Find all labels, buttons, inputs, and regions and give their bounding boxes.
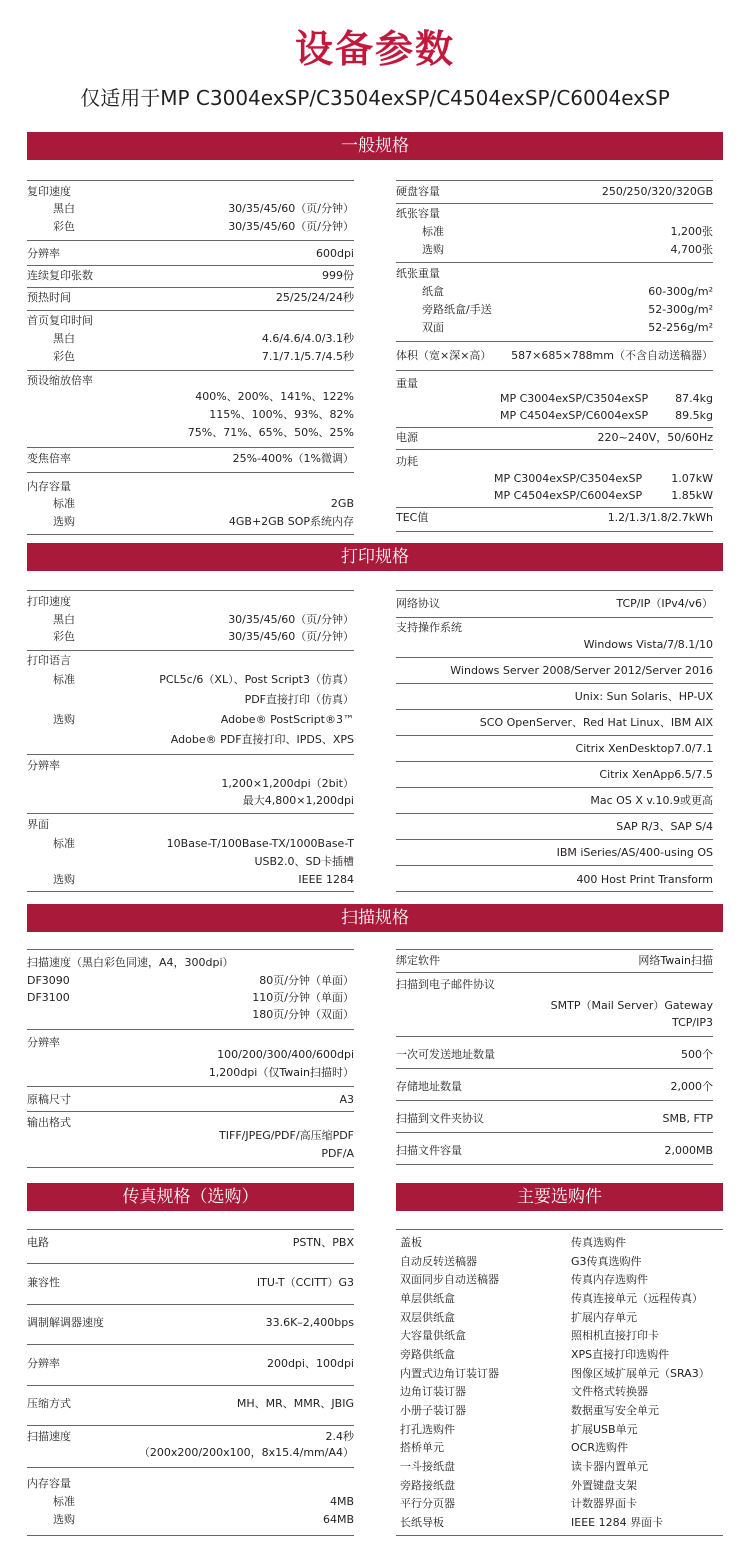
print-left-column xyxy=(27,586,354,892)
spec-value: 4,700张 xyxy=(670,243,713,256)
spec-value: 2,000MB xyxy=(664,1144,713,1157)
spec-value: 4.6/4.6/4.0/3.1秒 xyxy=(261,332,354,345)
spec-value: 7.1/7.1/5.7/4.5秒 xyxy=(261,350,354,363)
os-item: Windows Vista/7/8.1/10 xyxy=(583,638,713,651)
spec-value: TIFF/JPEG/PDF/高压缩PDF xyxy=(219,1129,354,1142)
os-item: Windows Server 2008/Server 2012/Server 2016 xyxy=(450,664,713,677)
option-item: 双面同步自动送稿器 xyxy=(400,1273,499,1286)
os-item: Citrix XenApp6.5/7.5 xyxy=(599,768,713,781)
spec-value: USB2.0、SD卡插槽 xyxy=(254,855,354,868)
spec-value: 1,200张 xyxy=(670,225,713,238)
spec-sublabel: 选购 xyxy=(53,873,75,886)
spec-value: 999份 xyxy=(322,269,354,282)
spec-value: Adobe® PostScript®3™ xyxy=(220,713,354,726)
spec-sublabel: 标准 xyxy=(53,673,75,686)
spec-sublabel: 标准 xyxy=(53,1495,75,1508)
option-item: 扩展内存单元 xyxy=(571,1311,637,1324)
spec-value: IEEE 1284 xyxy=(298,873,354,886)
spec-label: 电路 xyxy=(27,1236,49,1249)
spec-value: 87.4kg xyxy=(675,392,713,405)
option-item: 照相机直接打印卡 xyxy=(571,1329,659,1342)
section-header-scan: 扫描规格 xyxy=(27,904,723,932)
spec-label: 扫描到文件夹协议 xyxy=(396,1112,484,1125)
spec-value: 25%-400%（1%微调） xyxy=(232,452,354,465)
spec-value: 2GB xyxy=(330,497,354,510)
spec-value: 100/200/300/400/600dpi xyxy=(217,1048,354,1061)
option-item: 平行分页器 xyxy=(400,1497,455,1510)
spec-value: 2.4秒 xyxy=(325,1430,354,1443)
option-item: 搭桥单元 xyxy=(400,1441,444,1454)
option-item: 外置键盘支架 xyxy=(571,1479,637,1492)
option-item: 数据重写安全单元 xyxy=(571,1404,659,1417)
section-header-options: 主要选购件 xyxy=(396,1183,723,1211)
spec-value: 最大4,800×1,200dpi xyxy=(242,794,354,807)
page-title: 设备参数 xyxy=(294,27,455,71)
option-item: 旁路接纸盘 xyxy=(400,1479,455,1492)
spec-sublabel: 纸盒 xyxy=(422,285,444,298)
spec-label: 支持操作系统 xyxy=(396,621,462,634)
spec-label: 扫描到电子邮件协议 xyxy=(396,978,495,991)
spec-value: Adobe® PDF直接打印、IPDS、XPS xyxy=(170,733,354,746)
option-item: 文件格式转换器 xyxy=(571,1385,648,1398)
spec-value: PDF直接打印（仿真） xyxy=(244,693,354,706)
spec-value: 52-300g/m² xyxy=(648,303,713,316)
general-left-column xyxy=(27,176,354,536)
option-item: 传真内存选购件 xyxy=(571,1273,648,1286)
spec-value: 64MB xyxy=(322,1513,354,1526)
spec-label: 调制解调器速度 xyxy=(27,1316,104,1329)
spec-sublabel: 黑白 xyxy=(53,613,75,626)
spec-value: 1,200dpi（仅Twain扫描时） xyxy=(208,1066,354,1079)
spec-value: 600dpi xyxy=(315,247,354,260)
spec-label: 扫描速度 xyxy=(27,1430,71,1443)
option-item: 传真选购件 xyxy=(571,1236,626,1249)
spec-value: A3 xyxy=(339,1093,354,1106)
spec-value: 110页/分钟（单面） xyxy=(252,991,354,1004)
spec-value: 30/35/45/60（页/分钟） xyxy=(228,630,354,643)
spec-label: 一次可发送地址数量 xyxy=(396,1048,495,1061)
option-item: 自动反转送稿器 xyxy=(400,1255,477,1268)
general-right-column xyxy=(396,176,713,536)
spec-value: 4MB xyxy=(329,1495,354,1508)
section-header-print: 打印规格 xyxy=(27,543,723,571)
option-item: OCR选购件 xyxy=(571,1441,628,1454)
option-item: 内置式边角订装订器 xyxy=(400,1367,499,1380)
option-item: IEEE 1284 界面卡 xyxy=(571,1516,664,1529)
os-item: IBM iSeries/AS/400-using OS xyxy=(556,846,713,859)
spec-value: 80页/分钟（单面） xyxy=(259,974,354,987)
option-item: 扩展USB单元 xyxy=(571,1423,638,1436)
spec-label: 功耗 xyxy=(396,455,418,468)
spec-value: 115%、100%、93%、82% xyxy=(209,408,354,421)
spec-sublabel: 标准 xyxy=(422,225,444,238)
option-item: 打孔选购件 xyxy=(400,1423,455,1436)
option-item: 长纸导板 xyxy=(400,1516,444,1529)
spec-label: 内存容量 xyxy=(27,1477,71,1490)
spec-label: 打印速度 xyxy=(27,595,71,608)
spec-label: 重量 xyxy=(396,377,418,390)
spec-label: 连续复印张数 xyxy=(27,269,93,282)
spec-value: PCL5c/6（XL）、Post Script3（仿真） xyxy=(159,673,354,686)
option-item: 旁路供纸盒 xyxy=(400,1348,455,1361)
spec-value: TCP/IP（IPv4/v6） xyxy=(616,597,713,610)
spec-label: 分辨率 xyxy=(27,759,60,772)
section-header-fax: 传真规格（选购） xyxy=(27,1183,354,1211)
spec-label: 兼容性 xyxy=(27,1276,60,1289)
spec-label: 压缩方式 xyxy=(27,1397,71,1410)
option-item: G3传真选购件 xyxy=(571,1255,642,1268)
option-item: 图像区域扩展单元（SRA3） xyxy=(571,1367,710,1380)
spec-value: 4GB+2GB SOP系统内存 xyxy=(228,515,354,528)
spec-value: 1.85kW xyxy=(671,489,713,502)
model-name: MP C3004exSP/C3504exSP xyxy=(494,472,643,485)
spec-label: 首页复印时间 xyxy=(27,314,93,327)
option-item: 大容量供纸盒 xyxy=(400,1329,466,1342)
spec-label: 网络协议 xyxy=(396,597,440,610)
spec-label: 界面 xyxy=(27,818,49,831)
spec-value: SMB, FTP xyxy=(662,1112,713,1125)
spec-label: 打印语言 xyxy=(27,654,71,667)
spec-label: 复印速度 xyxy=(27,185,71,198)
spec-label: 预热时间 xyxy=(27,291,71,304)
os-item: Unix: Sun Solaris、HP-UX xyxy=(574,690,713,703)
spec-label: 分辨率 xyxy=(27,247,60,260)
spec-sublabel: 选购 xyxy=(53,713,75,726)
spec-value: 10Base-T/100Base-TX/1000Base-T xyxy=(166,837,354,850)
spec-sublabel: 黑白 xyxy=(53,202,75,215)
spec-value: 30/35/45/60（页/分钟） xyxy=(228,220,354,233)
spec-value: 89.5kg xyxy=(675,409,713,422)
option-item: 读卡器内置单元 xyxy=(571,1460,648,1473)
spec-value: MH、MR、MMR、JBIG xyxy=(236,1397,354,1410)
spec-label: 电源 xyxy=(396,431,418,444)
spec-value: （200x200/200x100，8x15.4/mm/A4） xyxy=(138,1446,354,1459)
spec-value: 250/250/320/320GB xyxy=(601,185,713,198)
spec-label: 分辨率 xyxy=(27,1357,60,1370)
model-name: MP C4504exSP/C6004exSP xyxy=(494,489,643,502)
option-item: 边角订装订器 xyxy=(400,1385,466,1398)
spec-value: 1.07kW xyxy=(671,472,713,485)
spec-label: 纸张容量 xyxy=(396,207,440,220)
spec-sublabel: 彩色 xyxy=(53,350,75,363)
spec-value: 60-300g/m² xyxy=(648,285,713,298)
spec-label: 变焦倍率 xyxy=(27,452,71,465)
option-item: 盖板 xyxy=(400,1236,422,1249)
spec-value: 网络Twain扫描 xyxy=(638,954,713,967)
spec-sublabel: 黑白 xyxy=(53,332,75,345)
os-item: Citrix XenDesktop7.0/7.1 xyxy=(575,742,713,755)
spec-label: 输出格式 xyxy=(27,1116,71,1129)
option-item: 双层供纸盒 xyxy=(400,1311,455,1324)
spec-value: 587×685×788mm（不含自动送稿器） xyxy=(511,349,713,362)
scan-right-column xyxy=(396,945,713,1170)
spec-value: 33.6K–2,400bps xyxy=(265,1316,354,1329)
os-item: SAP R/3、SAP S/4 xyxy=(616,820,713,833)
spec-sublabel: DF3090 xyxy=(27,974,70,987)
spec-label: TEC值 xyxy=(396,511,429,524)
option-item: 单层供纸盒 xyxy=(400,1292,455,1305)
spec-value: 52-256g/m² xyxy=(648,321,713,334)
spec-sublabel: DF3100 xyxy=(27,991,70,1004)
option-item: 一斗接纸盘 xyxy=(400,1460,455,1473)
spec-value: 30/35/45/60（页/分钟） xyxy=(228,202,354,215)
spec-value: 75%、71%、65%、50%、25% xyxy=(187,426,354,439)
spec-value: 200dpi、100dpi xyxy=(266,1357,354,1370)
spec-value: 2,000个 xyxy=(670,1080,713,1093)
print-right-column xyxy=(396,586,713,892)
spec-sublabel: 选购 xyxy=(53,1513,75,1526)
options-column xyxy=(396,1225,723,1537)
spec-value: 1.2/1.3/1.8/2.7kWh xyxy=(607,511,713,524)
model-name: MP C4504exSP/C6004exSP xyxy=(500,409,649,422)
scan-left-column xyxy=(27,945,354,1170)
spec-label: 内存容量 xyxy=(27,480,71,493)
spec-value: PSTN、PBX xyxy=(292,1236,354,1249)
option-item: XPS直接打印选购件 xyxy=(571,1348,670,1361)
spec-value: ITU-T（CCITT）G3 xyxy=(256,1276,354,1289)
spec-value: 180页/分钟（双面） xyxy=(252,1008,354,1021)
model-name: MP C3004exSP/C3504exSP xyxy=(500,392,649,405)
spec-sublabel: 旁路纸盒/手送 xyxy=(422,303,492,316)
spec-sublabel: 标准 xyxy=(53,837,75,850)
spec-value: 220~240V，50/60Hz xyxy=(597,431,713,444)
spec-label: 绑定软件 xyxy=(396,954,440,967)
spec-label: 存储地址数量 xyxy=(396,1080,462,1093)
spec-sublabel: 选购 xyxy=(422,243,444,256)
os-item: Mac OS X v.10.9或更高 xyxy=(590,794,713,807)
spec-label: 预设缩放倍率 xyxy=(27,374,93,387)
spec-value: TCP/IP3 xyxy=(672,1016,713,1029)
spec-sublabel: 彩色 xyxy=(53,220,75,233)
spec-value: 500个 xyxy=(681,1048,713,1061)
spec-value: SMTP（Mail Server）Gateway xyxy=(550,999,713,1012)
page-subtitle: 仅适用于MP C3004exSP/C3504exSP/C4504exSP/C6004exSP xyxy=(80,86,670,110)
spec-value: 400%、200%、141%、122% xyxy=(195,390,354,403)
spec-sublabel: 标准 xyxy=(53,497,75,510)
section-header-general: 一般规格 xyxy=(27,132,723,160)
os-item: SCO OpenServer、Red Hat Linux、IBM AIX xyxy=(479,716,713,729)
spec-value: 25/25/24/24秒 xyxy=(275,291,354,304)
option-item: 传真连接单元（远程传真） xyxy=(571,1292,703,1305)
spec-label: 原稿尺寸 xyxy=(27,1093,71,1106)
spec-label: 体积（宽×深×高） xyxy=(396,349,492,362)
spec-label: 扫描文件容量 xyxy=(396,1144,462,1157)
spec-value: 1,200×1,200dpi（2bit） xyxy=(221,777,354,790)
spec-sublabel: 选购 xyxy=(53,515,75,528)
spec-sublabel: 彩色 xyxy=(53,630,75,643)
spec-value: 30/35/45/60（页/分钟） xyxy=(228,613,354,626)
spec-value: PDF/A xyxy=(321,1147,354,1160)
spec-label: 硬盘容量 xyxy=(396,185,440,198)
spec-label: 分辨率 xyxy=(27,1036,60,1049)
option-item: 小册子装订器 xyxy=(400,1404,466,1417)
fax-column xyxy=(27,1225,354,1537)
spec-sublabel: 双面 xyxy=(422,321,444,334)
os-item: 400 Host Print Transform xyxy=(576,873,713,886)
option-item: 计数器界面卡 xyxy=(571,1497,637,1510)
spec-label: 纸张重量 xyxy=(396,267,440,280)
spec-label: 扫描速度（黑白彩色同速，A4，300dpi） xyxy=(27,956,234,969)
